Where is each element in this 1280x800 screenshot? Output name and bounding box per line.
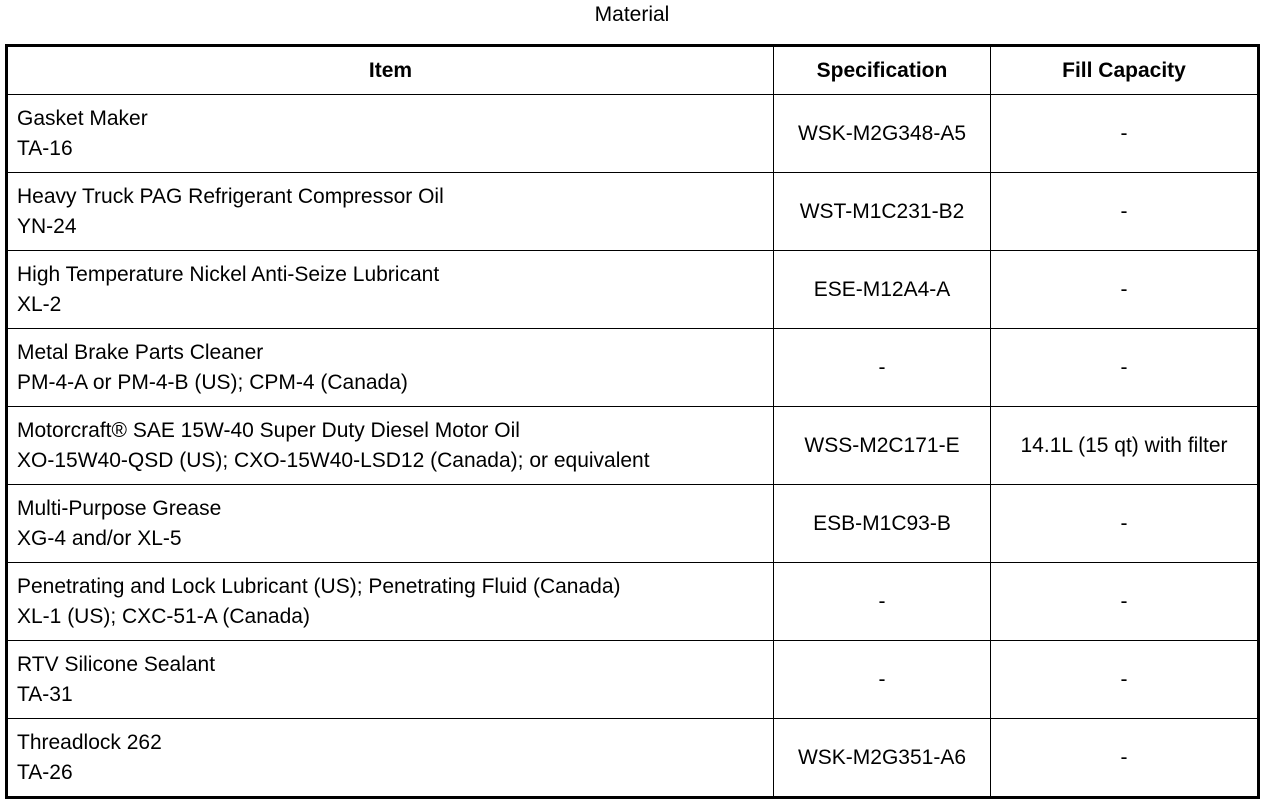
header-row bbox=[7, 46, 1259, 95]
item-cell bbox=[7, 329, 774, 407]
item-name: Motorcraft® SAE 15W-40 Super Duty Diesel Motor Oil bbox=[17, 418, 520, 442]
header-specification: Specification bbox=[774, 46, 991, 95]
item-cell bbox=[7, 251, 774, 329]
specification-cell: - bbox=[774, 563, 991, 641]
item-cell bbox=[7, 563, 774, 641]
item-code: XL-1 (US); CXC-51-A (Canada) bbox=[17, 604, 310, 628]
item-code: TA-26 bbox=[17, 760, 73, 784]
fill-capacity-cell: 14.1L (15 qt) with filter bbox=[991, 407, 1259, 485]
fill-capacity-cell: - bbox=[991, 485, 1259, 563]
table-row bbox=[7, 719, 1259, 798]
table-row bbox=[7, 407, 1259, 485]
specification-cell: - bbox=[774, 329, 991, 407]
item-code: YN-24 bbox=[17, 214, 77, 238]
material-table bbox=[5, 44, 1260, 799]
table-row bbox=[7, 329, 1259, 407]
item-name: Penetrating and Lock Lubricant (US); Penetrating Fluid (Canada) bbox=[17, 574, 621, 598]
header-fill-capacity: Fill Capacity bbox=[991, 46, 1259, 95]
specification-cell: WST-M1C231-B2 bbox=[774, 173, 991, 251]
fill-capacity-cell: - bbox=[991, 563, 1259, 641]
item-code: TA-31 bbox=[17, 682, 73, 706]
table-row bbox=[7, 563, 1259, 641]
fill-capacity-cell: - bbox=[991, 95, 1259, 173]
item-cell bbox=[7, 95, 774, 173]
specification-cell: WSK-M2G348-A5 bbox=[774, 95, 991, 173]
table-row bbox=[7, 641, 1259, 719]
fill-capacity-cell: - bbox=[991, 641, 1259, 719]
item-cell bbox=[7, 719, 774, 798]
specification-cell: WSS-M2C171-E bbox=[774, 407, 991, 485]
item-name: Heavy Truck PAG Refrigerant Compressor Oil bbox=[17, 184, 444, 208]
item-name: Multi-Purpose Grease bbox=[17, 496, 222, 520]
item-cell bbox=[7, 173, 774, 251]
fill-capacity-cell: - bbox=[991, 251, 1259, 329]
item-code: PM-4-A or PM-4-B (US); CPM-4 (Canada) bbox=[17, 370, 408, 394]
fill-capacity-cell: - bbox=[991, 329, 1259, 407]
item-cell bbox=[7, 407, 774, 485]
header-item: Item bbox=[7, 46, 774, 95]
table-row bbox=[7, 173, 1259, 251]
item-code: XL-2 bbox=[17, 292, 62, 316]
item-name: Metal Brake Parts Cleaner bbox=[17, 340, 264, 364]
specification-cell: - bbox=[774, 641, 991, 719]
fill-capacity-cell: - bbox=[991, 719, 1259, 798]
item-name: Threadlock 262 bbox=[17, 730, 162, 754]
specification-cell: ESE-M12A4-A bbox=[774, 251, 991, 329]
specification-cell: WSK-M2G351-A6 bbox=[774, 719, 991, 798]
item-name: Gasket Maker bbox=[17, 106, 148, 130]
table-caption: Material bbox=[594, 3, 670, 26]
table-row bbox=[7, 95, 1259, 173]
specification-cell: ESB-M1C93-B bbox=[774, 485, 991, 563]
item-cell bbox=[7, 641, 774, 719]
fill-capacity-cell: - bbox=[991, 173, 1259, 251]
item-code: XG-4 and/or XL-5 bbox=[17, 526, 182, 550]
item-name: High Temperature Nickel Anti-Seize Lubricant bbox=[17, 262, 440, 286]
table-row bbox=[7, 251, 1259, 329]
item-code: TA-16 bbox=[17, 136, 73, 160]
table-row bbox=[7, 485, 1259, 563]
item-code: XO-15W40-QSD (US); CXO-15W40-LSD12 (Canada); or equivalent bbox=[17, 448, 650, 472]
item-cell bbox=[7, 485, 774, 563]
item-name: RTV Silicone Sealant bbox=[17, 652, 216, 676]
